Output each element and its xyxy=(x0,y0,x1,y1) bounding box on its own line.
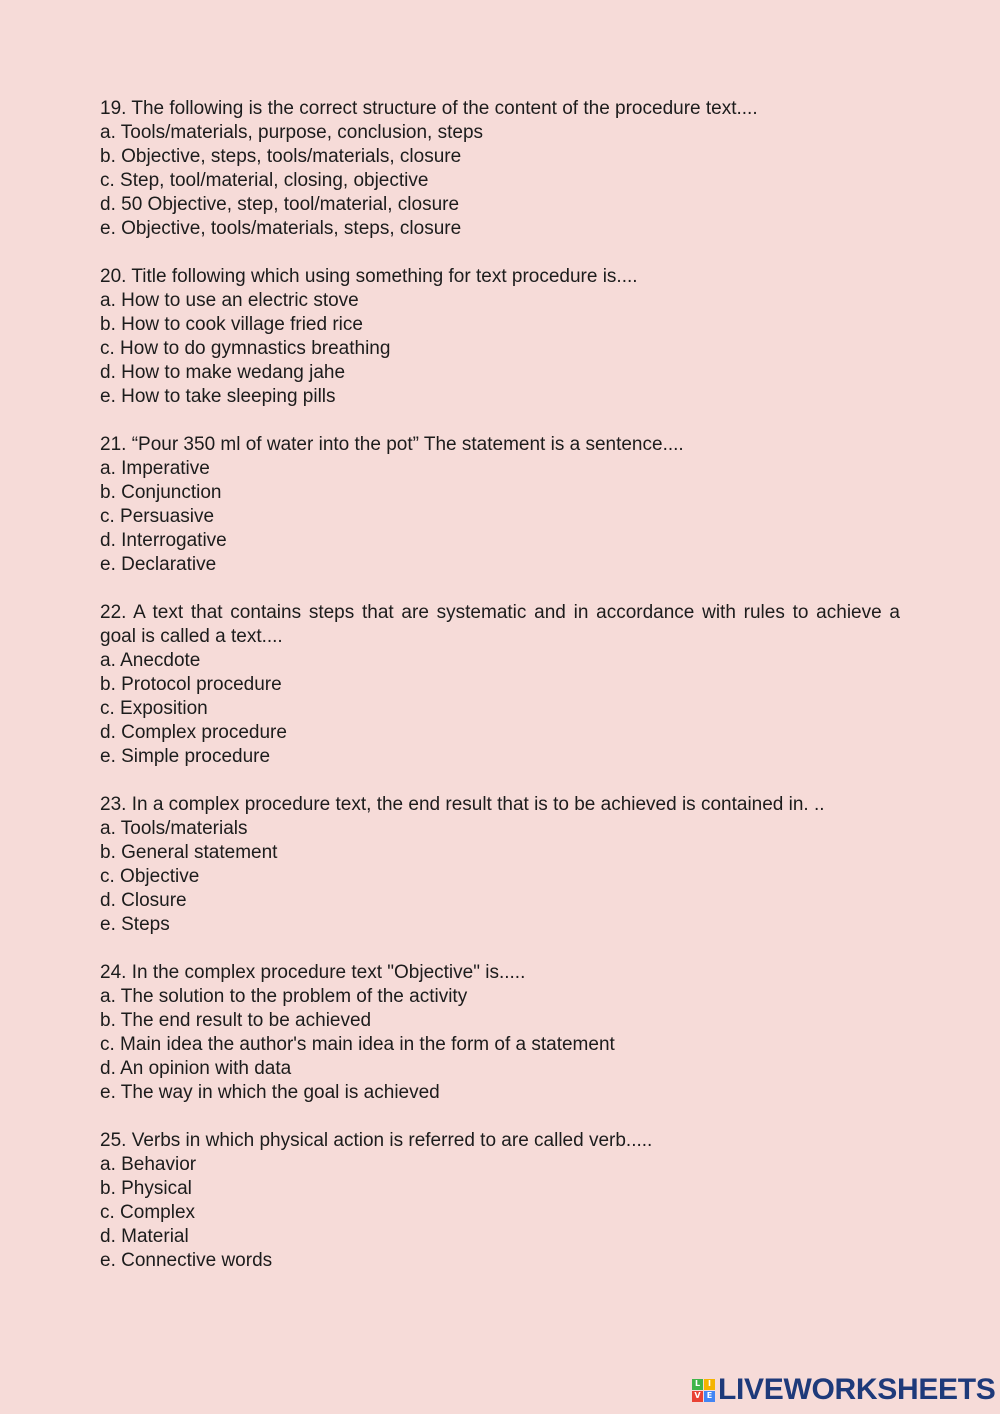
question-19 xyxy=(100,97,900,241)
option-d: d. An opinion with data xyxy=(100,1058,292,1079)
option-a: a. Tools/materials, purpose, conclusion, steps xyxy=(100,122,484,143)
option-a: a. How to use an electric stove xyxy=(100,290,359,311)
option-c: c. Objective xyxy=(100,866,200,887)
worksheet-page xyxy=(100,97,900,1297)
option-c: c. Complex xyxy=(100,1202,196,1223)
option-d: d. Material xyxy=(100,1226,189,1247)
logo-tile: V xyxy=(692,1391,703,1402)
question-text: 21. “Pour 350 ml of water into the pot” The statement is a sentence.... xyxy=(100,434,684,455)
liveworksheets-logo[interactable] xyxy=(692,1374,996,1406)
brand-name: LIVEWORKSHEETS xyxy=(718,1373,996,1406)
option-e: e. Declarative xyxy=(100,554,217,575)
logo-tile: E xyxy=(704,1391,715,1402)
option-b: b. Objective, steps, tools/materials, closure xyxy=(100,146,462,167)
question-text: 24. In the complex procedure text "Objective" is..... xyxy=(100,962,526,983)
option-c: c. Step, tool/material, closing, objective xyxy=(100,170,429,191)
question-text: 19. The following is the correct structure of the content of the procedure text.... xyxy=(100,98,758,119)
option-a: a. Anecdote xyxy=(100,650,201,671)
option-c: c. How to do gymnastics breathing xyxy=(100,338,391,359)
question-23 xyxy=(100,793,900,937)
question-25 xyxy=(100,1129,900,1273)
logo-tile: L xyxy=(692,1379,703,1390)
question-text: 20. Title following which using something for text procedure is.... xyxy=(100,266,638,287)
option-c: c. Persuasive xyxy=(100,506,215,527)
option-b: b. Physical xyxy=(100,1178,192,1199)
option-e: e. The way in which the goal is achieved xyxy=(100,1082,440,1103)
option-d: d. Complex procedure xyxy=(100,722,287,743)
option-d: d. Interrogative xyxy=(100,530,227,551)
question-20 xyxy=(100,265,900,409)
option-d: d. How to make wedang jahe xyxy=(100,362,346,383)
option-e: e. Objective, tools/materials, steps, closure xyxy=(100,218,462,239)
option-e: e. Steps xyxy=(100,914,170,935)
option-a: a. Tools/materials xyxy=(100,818,248,839)
option-d: d. 50 Objective, step, tool/material, closure xyxy=(100,194,460,215)
option-e: e. Simple procedure xyxy=(100,746,271,767)
option-a: a. Behavior xyxy=(100,1154,197,1175)
option-b: b. Conjunction xyxy=(100,482,222,503)
question-text: 25. Verbs in which physical action is referred to are called verb..... xyxy=(100,1130,653,1151)
question-21 xyxy=(100,433,900,577)
question-text: 23. In a complex procedure text, the end result that is to be achieved is contained in. .. xyxy=(100,794,825,815)
question-22 xyxy=(100,601,900,769)
option-e: e. Connective words xyxy=(100,1250,273,1271)
liveworksheets-icon xyxy=(692,1379,715,1402)
option-b: b. Protocol procedure xyxy=(100,674,282,695)
option-a: a. Imperative xyxy=(100,458,210,479)
question-text: 22. A text that contains steps that are systematic and in accordance with rules to achieve a goal is called a text.... xyxy=(100,602,900,647)
option-b: b. General statement xyxy=(100,842,278,863)
option-b: b. How to cook village fried rice xyxy=(100,314,363,335)
option-a: a. The solution to the problem of the activity xyxy=(100,986,468,1007)
option-b: b. The end result to be achieved xyxy=(100,1010,372,1031)
option-c: c. Main idea the author's main idea in the form of a statement xyxy=(100,1034,615,1055)
option-c: c. Exposition xyxy=(100,698,208,719)
question-24 xyxy=(100,961,900,1105)
option-e: e. How to take sleeping pills xyxy=(100,386,336,407)
option-d: d. Closure xyxy=(100,890,187,911)
logo-tile: I xyxy=(704,1379,715,1390)
